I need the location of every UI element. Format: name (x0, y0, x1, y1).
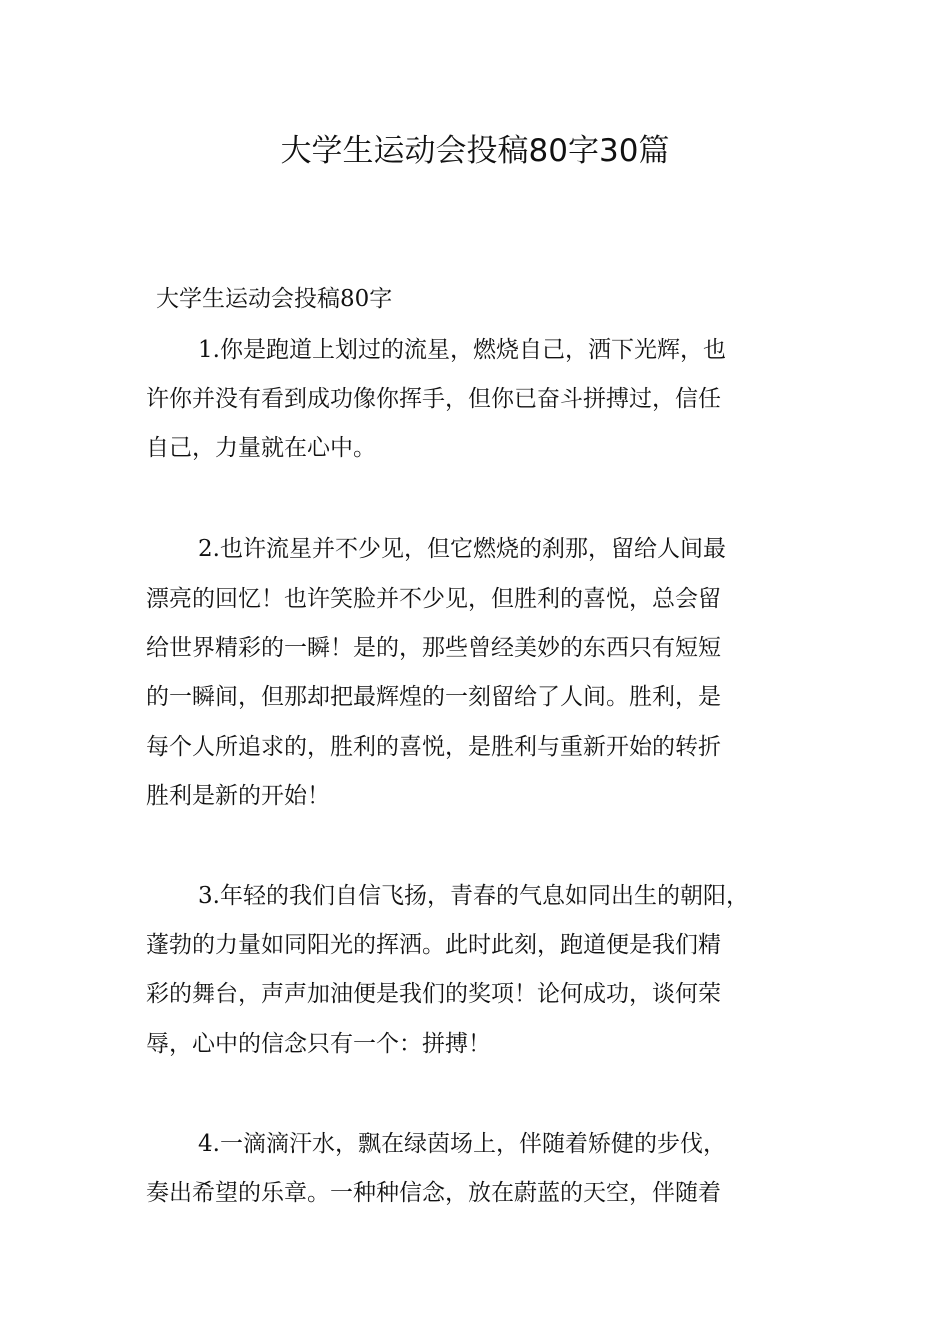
paragraph-line: 漂亮的回忆！也许笑脸并不少见，但胜利的喜悦，总会留 (146, 586, 721, 612)
paragraph-line: 1.你是跑道上划过的流星，燃烧自己，洒下光辉，也 (198, 337, 726, 363)
paragraph-line: 彩的舞台，声声加油便是我们的奖项！论何成功，谈何荣 (146, 981, 721, 1007)
paragraph-line: 的一瞬间，但那却把最辉煌的一刻留给了人间。胜利，是 (146, 684, 721, 710)
paragraph-line: 胜利是新的开始！ (146, 783, 330, 809)
paragraph-line: 给世界精彩的一瞬！是的，那些曾经美妙的东西只有短短 (146, 635, 721, 661)
section-heading: 大学生运动会投稿80字 (156, 286, 393, 312)
document-title: 大学生运动会投稿80字30篇 (280, 133, 670, 169)
paragraph-line: 许你并没有看到成功像你挥手，但你已奋斗拼搏过，信任 (146, 386, 721, 412)
paragraph-line: 3.年轻的我们自信飞扬，青春的气息如同出生的朝阳， (198, 883, 749, 909)
paragraph-line: 自己，力量就在心中。 (146, 435, 376, 461)
paragraph-line: 4.一滴滴汗水，飘在绿茵场上，伴随着矫健的步伐， (198, 1131, 726, 1157)
paragraph-line: 辱，心中的信念只有一个：拼搏！ (146, 1031, 491, 1057)
paragraph-line: 蓬勃的力量如同阳光的挥洒。此时此刻，跑道便是我们精 (146, 932, 721, 958)
paragraph-line: 每个人所追求的，胜利的喜悦，是胜利与重新开始的转折 (146, 734, 721, 760)
paragraph-line: 2.也许流星并不少见，但它燃烧的刹那，留给人间最 (198, 536, 726, 562)
paragraph-line: 奏出希望的乐章。一种种信念，放在蔚蓝的天空，伴随着 (146, 1180, 721, 1206)
